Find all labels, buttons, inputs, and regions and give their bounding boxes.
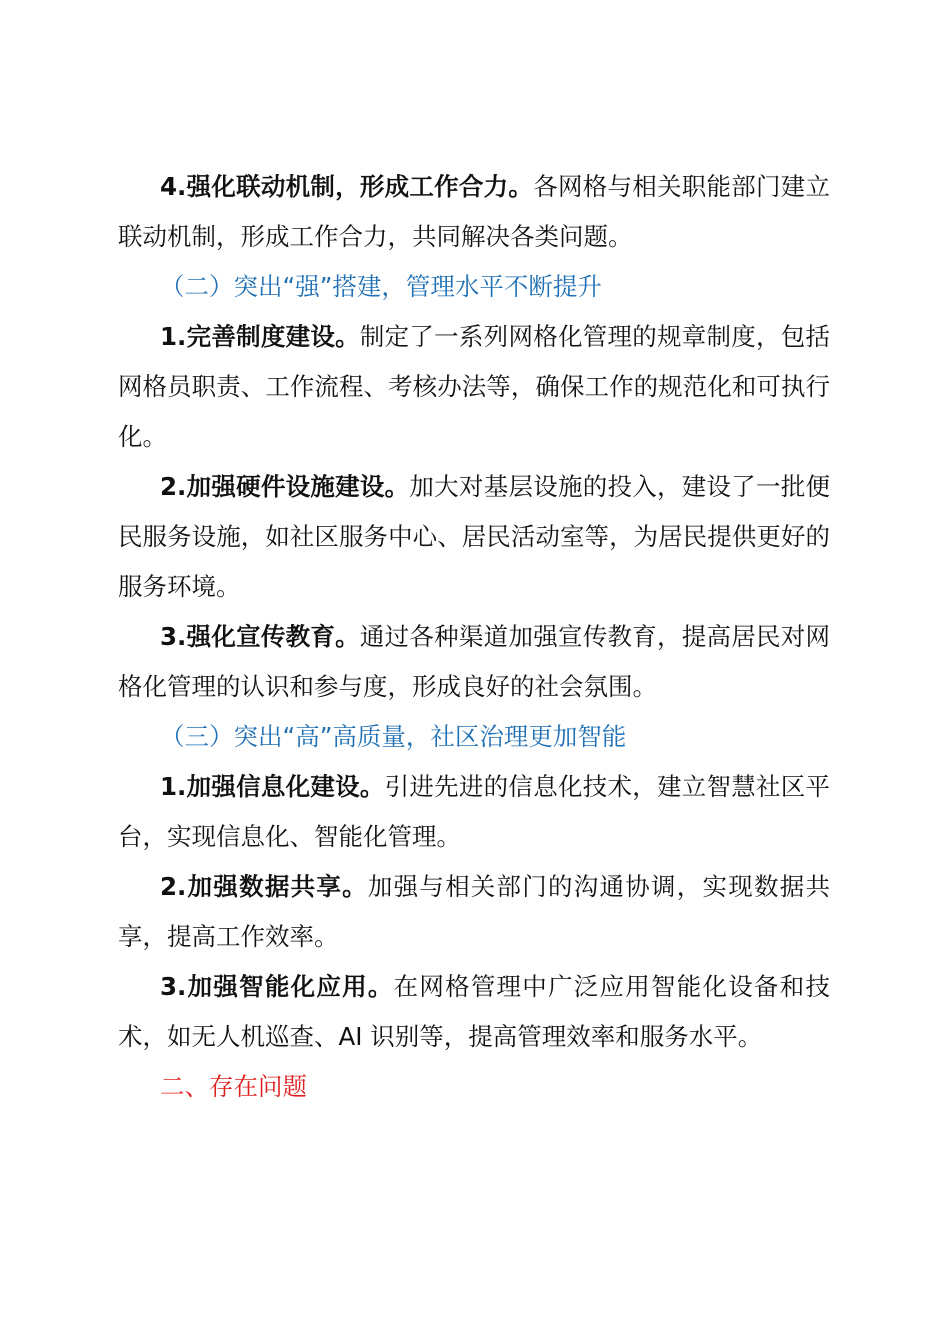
paragraph-informatization — [118, 762, 830, 862]
paragraph-body: 通过各种渠道加强宣传教育，提高居民对网格化管理的认识和参与度，形成良好的社会氛围。 — [118, 622, 831, 701]
paragraph-hardware — [118, 462, 830, 612]
paragraph-lead: 4.强化联动机制，形成工作合力。 — [160, 172, 534, 201]
paragraph-lead: 3.强化宣传教育。 — [160, 622, 360, 651]
paragraph-lead: 1.完善制度建设。 — [160, 322, 360, 351]
paragraph-lead: 3.加强智能化应用。 — [160, 972, 394, 1001]
paragraph-body: 引进先进的信息化技术，建立智慧社区平台，实现信息化、智能化管理。 — [118, 772, 830, 851]
paragraph-data-sharing — [118, 862, 830, 962]
section-heading-3: （三）突出“高”高质量，社区治理更加智能 — [160, 722, 627, 751]
paragraph-lead: 2.加强数据共享。 — [160, 872, 368, 901]
chapter-heading-problems: 二、存在问题 — [160, 1072, 307, 1101]
paragraph-linkage — [118, 162, 830, 262]
paragraph-system-building — [118, 312, 830, 462]
paragraph-lead: 2.加强硬件设施建设。 — [160, 472, 410, 501]
paragraph-publicity — [118, 612, 830, 712]
paragraph-body: 各网格与相关职能部门建立联动机制，形成工作合力，共同解决各类问题。 — [118, 172, 830, 251]
paragraph-body: 制定了一系列网格化管理的规章制度，包括网格员职责、工作流程、考核办法等，确保工作的规范化和可执行化。 — [118, 322, 831, 451]
section-heading-2: （二）突出“强”搭建，管理水平不断提升 — [160, 272, 602, 301]
paragraph-body: 加大对基层设施的投入，建设了一批便民服务设施，如社区服务中心、居民活动室等，为居民提供更好的服务环境。 — [118, 472, 831, 601]
document-page — [118, 162, 830, 1112]
paragraph-lead: 1.加强信息化建设。 — [160, 772, 385, 801]
paragraph-body: 在网格管理中广泛应用智能化设备和技术，如无人机巡查、AI 识别等，提高管理效率和服务水平。 — [118, 972, 831, 1051]
paragraph-smart-application — [118, 962, 830, 1062]
paragraph-body: 加强与相关部门的沟通协调，实现数据共享，提高工作效率。 — [118, 872, 831, 951]
